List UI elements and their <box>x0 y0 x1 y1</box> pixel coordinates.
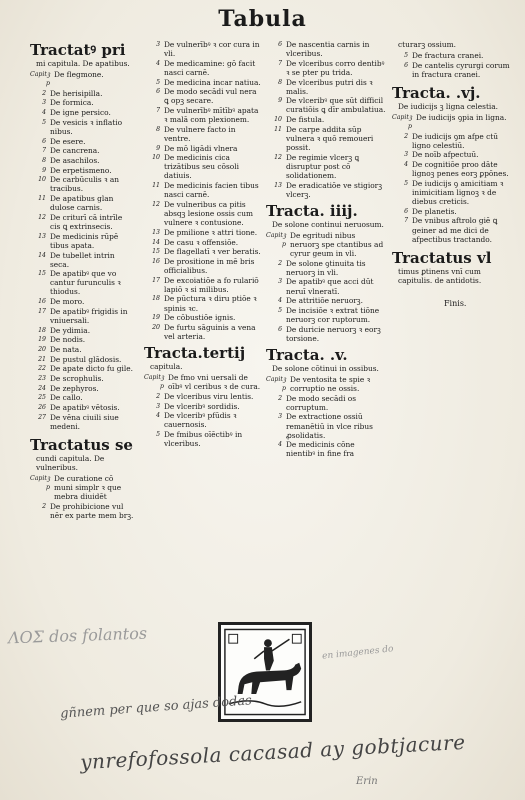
handwritten-note-faded: ΛΟΣ dos folantos <box>7 623 148 648</box>
chapter-number: 9 <box>42 166 46 174</box>
index-entry <box>144 276 262 294</box>
chapter-title: De vlceribꝰ pfūdis ꝛ cauernosis. <box>164 411 237 430</box>
chapter-number: 14 <box>152 238 160 246</box>
handwritten-note-bottom: ynrefofossola cacasad ay gobtjacure <box>79 729 467 775</box>
chapter-title: De formica. <box>50 98 94 108</box>
chapter-number: 3 <box>278 413 282 421</box>
chapter-title: De planetis. <box>412 206 457 216</box>
index-entry <box>30 156 134 165</box>
index-entry <box>266 115 386 124</box>
chapter-title: De apatibꝰ que vo cantur furunculis ꝛ thiodus. <box>50 269 121 297</box>
index-entry <box>30 146 134 155</box>
index-entry <box>144 144 262 153</box>
index-entry <box>266 40 386 58</box>
chapter-number: 2 <box>278 259 282 267</box>
index-entry <box>30 166 134 175</box>
chapter-number: 5 <box>156 78 160 86</box>
chapter-title: De medicinis cica trizātibus seu cōsoli datiuis. <box>164 153 239 181</box>
chapter-title: De cantelis cyrurgi corum in fractura cranei. <box>412 60 510 79</box>
chapter-number: 3 <box>42 99 46 107</box>
tractatus-5-heading: Tracta. .v. <box>266 345 348 364</box>
chapter-title: De curatione cō muni simplr ꝛ que mebra diuidēt <box>54 474 122 502</box>
chapter-number: 22 <box>38 365 46 373</box>
chapter-number: 24 <box>38 384 46 392</box>
entry-list <box>392 51 510 79</box>
entry-list <box>266 231 386 343</box>
chapter-number: 13 <box>152 228 160 236</box>
chapter-title: De medicamine: gō facit nasci carnē. <box>164 58 256 77</box>
index-entry <box>392 113 510 131</box>
chapter-number: 6 <box>404 61 408 69</box>
chapter-number: 4 <box>404 161 408 169</box>
index-entry <box>266 306 386 324</box>
index-entry <box>30 297 134 306</box>
index-entry <box>144 59 262 77</box>
index-entry <box>30 326 134 335</box>
chapter-title: De scrophulis. <box>50 374 104 384</box>
index-entry <box>144 392 262 401</box>
index-entry <box>144 257 262 275</box>
tractatus-5-subtitle: De solone cōtinui in ossibus. <box>272 363 379 373</box>
chapter-number: 11 <box>38 195 46 203</box>
chapter-number: Capitꝫ p <box>266 231 287 248</box>
chapter-number: 19 <box>152 314 160 322</box>
chapter-title: De apate dicto fu gile. <box>50 364 133 374</box>
index-entry <box>266 153 386 180</box>
index-entry <box>266 412 386 439</box>
chapter-title: De vlceribus corro dentibꝰ ꝛ se pter pu trida. <box>286 58 385 77</box>
chapter-title: De extractione ossiū remanētiū in vlce ribus ꝓsolidatis. <box>286 412 373 440</box>
chapter-title: De medicinis rūpē tibus apata. <box>50 231 119 250</box>
index-entry <box>392 160 510 178</box>
chapter-title: De eradicatiōe ve stigiorꝫ vlcerꝫ. <box>286 180 382 199</box>
chapter-number: 20 <box>152 323 160 331</box>
chapter-number: 10 <box>274 116 282 124</box>
index-entry <box>30 232 134 250</box>
index-entry <box>266 181 386 199</box>
index-entry <box>30 413 134 431</box>
chapter-title: De solone ꝯtinuita tis neruorꝫ in vli. <box>286 258 366 277</box>
chapter-number: 16 <box>38 298 46 306</box>
index-entry <box>144 106 262 124</box>
index-entry <box>30 502 134 520</box>
chapter-number: 10 <box>38 176 46 184</box>
entry-list <box>392 113 510 244</box>
chapter-number: 7 <box>156 107 160 115</box>
chapter-title: De igne persico. <box>50 108 111 118</box>
chapter-number: Capitꝫ p <box>392 113 413 130</box>
chapter-number: Capitꝫ p <box>266 375 287 392</box>
index-entry <box>266 325 386 343</box>
tractatus-1-heading: Tractatꝰ pri <box>30 41 126 59</box>
chapter-title: De modo secādi vul nera ꝗ opꝫ secare. <box>164 87 257 106</box>
index-entry <box>392 132 510 150</box>
index-entry <box>30 108 134 117</box>
chapter-title: De tubellet intrin seca. <box>50 250 115 269</box>
chapter-number: 7 <box>404 217 408 225</box>
index-entry <box>30 393 134 402</box>
index-entry <box>30 364 134 373</box>
entry-list <box>144 40 262 341</box>
index-entry <box>30 251 134 269</box>
chapter-title: De prohibicione vul nēr ex parte mem brꝫ. <box>50 501 134 520</box>
chapter-title: De flegmone. <box>54 70 104 79</box>
index-entry <box>392 150 510 159</box>
index-entry <box>144 294 262 312</box>
index-entry <box>266 125 386 152</box>
chapter-title: De moro. <box>50 297 85 307</box>
tractatus-4-heading: Tracta. iiij. <box>266 201 358 220</box>
page-title: Tabula <box>218 6 307 32</box>
chapter-title: De modo secādi os corruptum. <box>286 393 357 412</box>
index-entry <box>392 216 510 243</box>
chapter-title: De vulneribus ca pitis absqꝫ lesione ossis cum vulnere ꝛ contusione. <box>164 199 254 228</box>
chapter-number: 9 <box>278 97 282 105</box>
chapter-number: 18 <box>38 326 46 334</box>
chapter-title: De vlceribꝰ sordidis. <box>164 401 240 411</box>
index-entry <box>266 259 386 277</box>
chapter-title: De erpetismeno. <box>50 165 112 175</box>
index-entry <box>266 394 386 412</box>
index-entry <box>392 207 510 216</box>
index-entry <box>144 430 262 448</box>
handwritten-note-middle: gñnem per que so ajas dodas <box>59 693 253 722</box>
chapter-title: De iudicijs ꝯ amicitiam ꝛ inimicitiam lignoꝫ ꝛ de diebus creticis. <box>412 178 504 207</box>
chapter-number: 18 <box>152 295 160 303</box>
index-entry <box>30 137 134 146</box>
index-entry <box>30 194 134 212</box>
chapter-title: De pustul glādosis. <box>50 354 122 364</box>
chapter-title: De vēna ciuili siue medeni. <box>50 412 119 431</box>
chapter-title: De noīb afpectuū. <box>412 150 479 160</box>
chapter-title: De attritiōe neruorꝫ. <box>286 296 363 306</box>
chapter-title: De fractura cranei. <box>412 51 484 60</box>
index-entry <box>144 238 262 247</box>
index-entry <box>30 345 134 354</box>
chapter-number: 11 <box>152 182 160 190</box>
index-entry <box>266 375 386 393</box>
index-column-3 <box>266 40 386 459</box>
index-entry <box>266 296 386 305</box>
chapter-title: De vulnere facto in ventre. <box>164 124 236 143</box>
entry-list <box>30 70 134 431</box>
index-entry <box>30 474 134 501</box>
chapter-number: 5 <box>404 52 408 59</box>
chapter-title: De iudicijs ꝯm afpe ctū ligno celestiū. <box>412 131 498 150</box>
index-entry <box>30 384 134 393</box>
index-entry <box>144 87 262 105</box>
index-entry <box>144 181 262 199</box>
chapter-number: 3 <box>404 151 408 159</box>
tractatus-1-subtitle: mi capitula. De apatibus. <box>36 59 130 68</box>
chapter-number: 9 <box>156 144 160 152</box>
handwritten-note-right: en imagenes do <box>321 644 394 662</box>
chapter-title: De apatibꝰ frigidis in vniuersali. <box>50 306 128 325</box>
chapter-title: De asachilos. <box>50 156 100 165</box>
chapter-title: De vesicis ꝛ inflatio nibus. <box>50 117 123 136</box>
chapter-title: De excoiatiōe a fo rulariō lapiō ꝛ si milibus. <box>164 275 259 294</box>
chapter-number: 3 <box>278 278 282 286</box>
index-entry <box>266 59 386 77</box>
chapter-number: 5 <box>42 118 46 126</box>
chapter-number: 2 <box>42 89 46 97</box>
chapter-number: 11 <box>274 125 282 133</box>
chapter-number: 8 <box>278 78 282 86</box>
chapter-number: Capitꝫ p <box>30 475 51 492</box>
chapter-number: 2 <box>42 502 46 510</box>
chapter-title: De apatibus glan dulose carnis. <box>50 194 114 213</box>
index-entry <box>266 440 386 458</box>
chapter-title: De egritudi nibus neruorꝫ spe ctantibus ad cyrur geum in vli. <box>290 230 384 258</box>
index-entry <box>144 247 262 256</box>
index-entry <box>144 40 262 58</box>
index-entry <box>144 228 262 237</box>
index-entry <box>30 335 134 344</box>
index-entry <box>30 70 134 88</box>
chapter-title: De vulnerībꝰ ꝛ cor cura in vli. <box>164 40 260 59</box>
chapter-number: Capitꝫ p <box>144 374 165 391</box>
index-column-4 <box>392 40 510 308</box>
tractatus-7-heading: Tractatus vl <box>392 248 492 267</box>
chapter-number: 23 <box>38 375 46 383</box>
index-entry <box>144 125 262 143</box>
chapter-number: 7 <box>42 147 46 155</box>
chapter-number: 8 <box>42 157 46 164</box>
index-entry <box>30 213 134 231</box>
entry-list <box>266 40 386 199</box>
chapter-title: De casu ꝛ offensiōe. <box>164 237 239 247</box>
index-entry <box>144 373 262 391</box>
chapter-number: 13 <box>274 181 282 189</box>
index-entry <box>144 78 262 87</box>
chapter-number: 12 <box>274 153 282 161</box>
chapter-title: De apatibꝰ vētosis. <box>50 403 120 413</box>
chapter-title: De fistula. <box>286 115 325 125</box>
tractatus-2-heading: Tractatus se <box>30 436 133 454</box>
chapter-number: 2 <box>156 392 160 400</box>
chapter-number: 19 <box>38 336 46 344</box>
tractatus-2-subtitle: cundi capitula. De vulneribus. <box>36 454 105 472</box>
index-entry <box>392 51 510 60</box>
index-entry <box>30 355 134 364</box>
index-entry <box>30 118 134 136</box>
chapter-title: De carbūculis ꝛ an tracibus. <box>50 175 120 194</box>
chapter-title: De vlceribus putri dis ꝛ malis. <box>286 77 373 96</box>
index-entry <box>144 323 262 341</box>
chapter-number: 20 <box>38 346 46 353</box>
chapter-title: De fmo vni uersali de oībꝰ vl ceribus ꝛ de cura. <box>168 373 261 392</box>
chapter-number: 8 <box>156 125 160 133</box>
chapter-title: De fmibus oīēctibꝰ in vlceribus. <box>164 430 243 449</box>
chapter-number: 6 <box>278 325 282 333</box>
chapter-title: De medicinis facien tibus nasci carnē. <box>164 181 259 200</box>
chapter-title: De criturī cā intrīle cis ꝗ extrinsecis. <box>50 212 123 232</box>
chapter-title: De cancrena. <box>50 146 100 156</box>
chapter-title: De ventosita te spie ꝛ corruptio ne ossis. <box>290 374 371 393</box>
chapter-number: 12 <box>38 213 46 221</box>
chapter-number: 6 <box>156 88 160 96</box>
chapter-title: De vnibus aftrolo giē ꝗ geiner ad me dici de afpectibus tractando. <box>412 216 498 244</box>
tractatus-4-subtitle: De solone continui neruosum. <box>272 219 384 229</box>
entry-list <box>30 474 134 520</box>
chapter-number: 4 <box>278 297 282 305</box>
chapter-title: De iudicijs ꝯpia in ligna. <box>416 112 507 122</box>
index-entry <box>144 411 262 429</box>
chapter-number: 4 <box>278 441 282 449</box>
chapter-number: Capitꝫ p <box>30 71 51 88</box>
index-entry <box>266 277 386 295</box>
tractatus-6-heading: Tracta. .vj. <box>392 83 481 102</box>
entry-list <box>144 373 262 448</box>
tractatus-7-subtitle: timus ꝑtinens vnī cum capitulis. de antidotis. <box>398 266 482 285</box>
index-entry <box>144 200 262 227</box>
index-column-1 <box>30 40 134 521</box>
chapter-title: De cognitiōe proo dāte lignoꝫ penes eorꝫ ꝑpōnes. <box>412 160 509 179</box>
index-column-2 <box>144 40 262 449</box>
chapter-title: De pmilione ꝛ attri tione. <box>164 227 258 237</box>
tractatus-6-subtitle: De iudicijs ꝫ ligna celestia. <box>398 101 499 111</box>
chapter-title: De incisiōe ꝛ extrat tiōne neruorꝫ cor ruptorum. <box>286 305 380 324</box>
index-entry <box>144 313 262 322</box>
index-entry <box>30 175 134 193</box>
chapter-title: De nodis. <box>50 335 86 345</box>
chapter-title: De herisipilla. <box>50 88 103 98</box>
chapter-number: 5 <box>156 431 160 439</box>
chapter-number: 4 <box>156 412 160 420</box>
chapter-number: 5 <box>404 179 408 187</box>
chapter-number: 27 <box>38 413 46 421</box>
chapter-number: 4 <box>42 109 46 117</box>
chapter-title: De medicina incar natiua. <box>164 77 261 87</box>
chapter-title: De regimie vlcerꝫ ꝗ disruptur post cō solidationem. <box>286 152 360 180</box>
index-entry <box>144 153 262 180</box>
chapter-number: 14 <box>38 251 46 259</box>
chapter-number: 7 <box>278 59 282 67</box>
chapter-number: 6 <box>278 41 282 48</box>
tractatus-3-heading: Tracta.tertij <box>144 344 246 363</box>
chapter-title: De nata. <box>50 345 82 354</box>
index-entry <box>30 307 134 325</box>
chapter-title: De ydimia. <box>50 325 91 335</box>
chapter-title: De medicinis cōne nientibꝰ in fine fra <box>286 440 355 459</box>
finis-text: Finis. <box>444 298 467 308</box>
chapter-title: De vlceribꝰ que sūt difficil curatiōis ꝗ dīr ambulatiua. <box>286 96 386 115</box>
index-entry <box>266 78 386 96</box>
chapter-number: 5 <box>278 306 282 314</box>
chapter-title: De vlceribus viru lentis. <box>164 391 254 401</box>
chapter-number: 25 <box>38 394 46 402</box>
chapter-number: 15 <box>38 270 46 278</box>
entry-list <box>266 375 386 459</box>
index-entry <box>30 403 134 412</box>
chapter-title: De callo. <box>50 393 83 403</box>
index-entry <box>392 61 510 79</box>
chapter-title: De prositione in mē bris officialibus. <box>164 256 255 275</box>
chapter-number: 12 <box>152 200 160 208</box>
chapter-title: De esere. <box>50 136 86 146</box>
chapter-number: 15 <box>152 248 160 256</box>
chapter-number: 6 <box>404 207 408 215</box>
chapter-title: De mō ligādi vlnera <box>164 143 238 153</box>
chapter-title: De cōbustiōe ignis. <box>164 313 236 323</box>
chapter-title: De vulnerībꝰ mītībꝰ apata ꝛ malā com plexionem. <box>164 106 259 125</box>
index-entry <box>266 231 386 258</box>
chapter-title: De nascentia carnis in vlceribus. <box>286 40 370 59</box>
tractatus-3-subtitle: capitula. <box>150 362 183 372</box>
chapter-number: 3 <box>156 402 160 410</box>
chapter-number: 2 <box>278 394 282 402</box>
continued-line: cturarꝫ ossium. <box>398 40 456 49</box>
index-entry <box>30 89 134 98</box>
chapter-title: De carpe addita sūp vulnera ꝛ quō remoueri possit. <box>286 124 374 152</box>
chapter-number: 2 <box>404 132 408 140</box>
chapter-title: De flagellatī ꝛ ver beratis. <box>164 247 261 257</box>
chapter-title: De pūctura ꝛ diru ptiōe ꝛ spinis ꝛc. <box>164 294 257 313</box>
chapter-number: 26 <box>38 404 46 412</box>
chapter-number: 17 <box>152 276 160 284</box>
chapter-number: 13 <box>38 232 46 240</box>
index-entry <box>266 96 386 114</box>
chapter-number: 10 <box>152 154 160 162</box>
chapter-title: De zephyros. <box>50 383 99 393</box>
chapter-title: De apatibꝰ que acci dūt neruī vlneratī. <box>286 277 374 296</box>
chapter-title: De duricie neruorꝫ ꝛ eorꝫ torsione. <box>286 324 381 343</box>
chapter-number: 3 <box>156 41 160 48</box>
chapter-number: 6 <box>42 137 46 145</box>
index-entry <box>30 98 134 107</box>
chapter-number: 21 <box>38 355 46 363</box>
chapter-number: 17 <box>38 307 46 315</box>
index-entry <box>30 269 134 296</box>
handwritten-note-bottom-right: Erin <box>356 776 378 787</box>
chapter-number: 16 <box>152 257 160 265</box>
chapter-title: De furtu sāguinis a vena vel arteria. <box>164 322 256 341</box>
index-entry <box>30 374 134 383</box>
index-entry <box>392 179 510 206</box>
index-entry <box>144 402 262 411</box>
chapter-number: 4 <box>156 59 160 67</box>
